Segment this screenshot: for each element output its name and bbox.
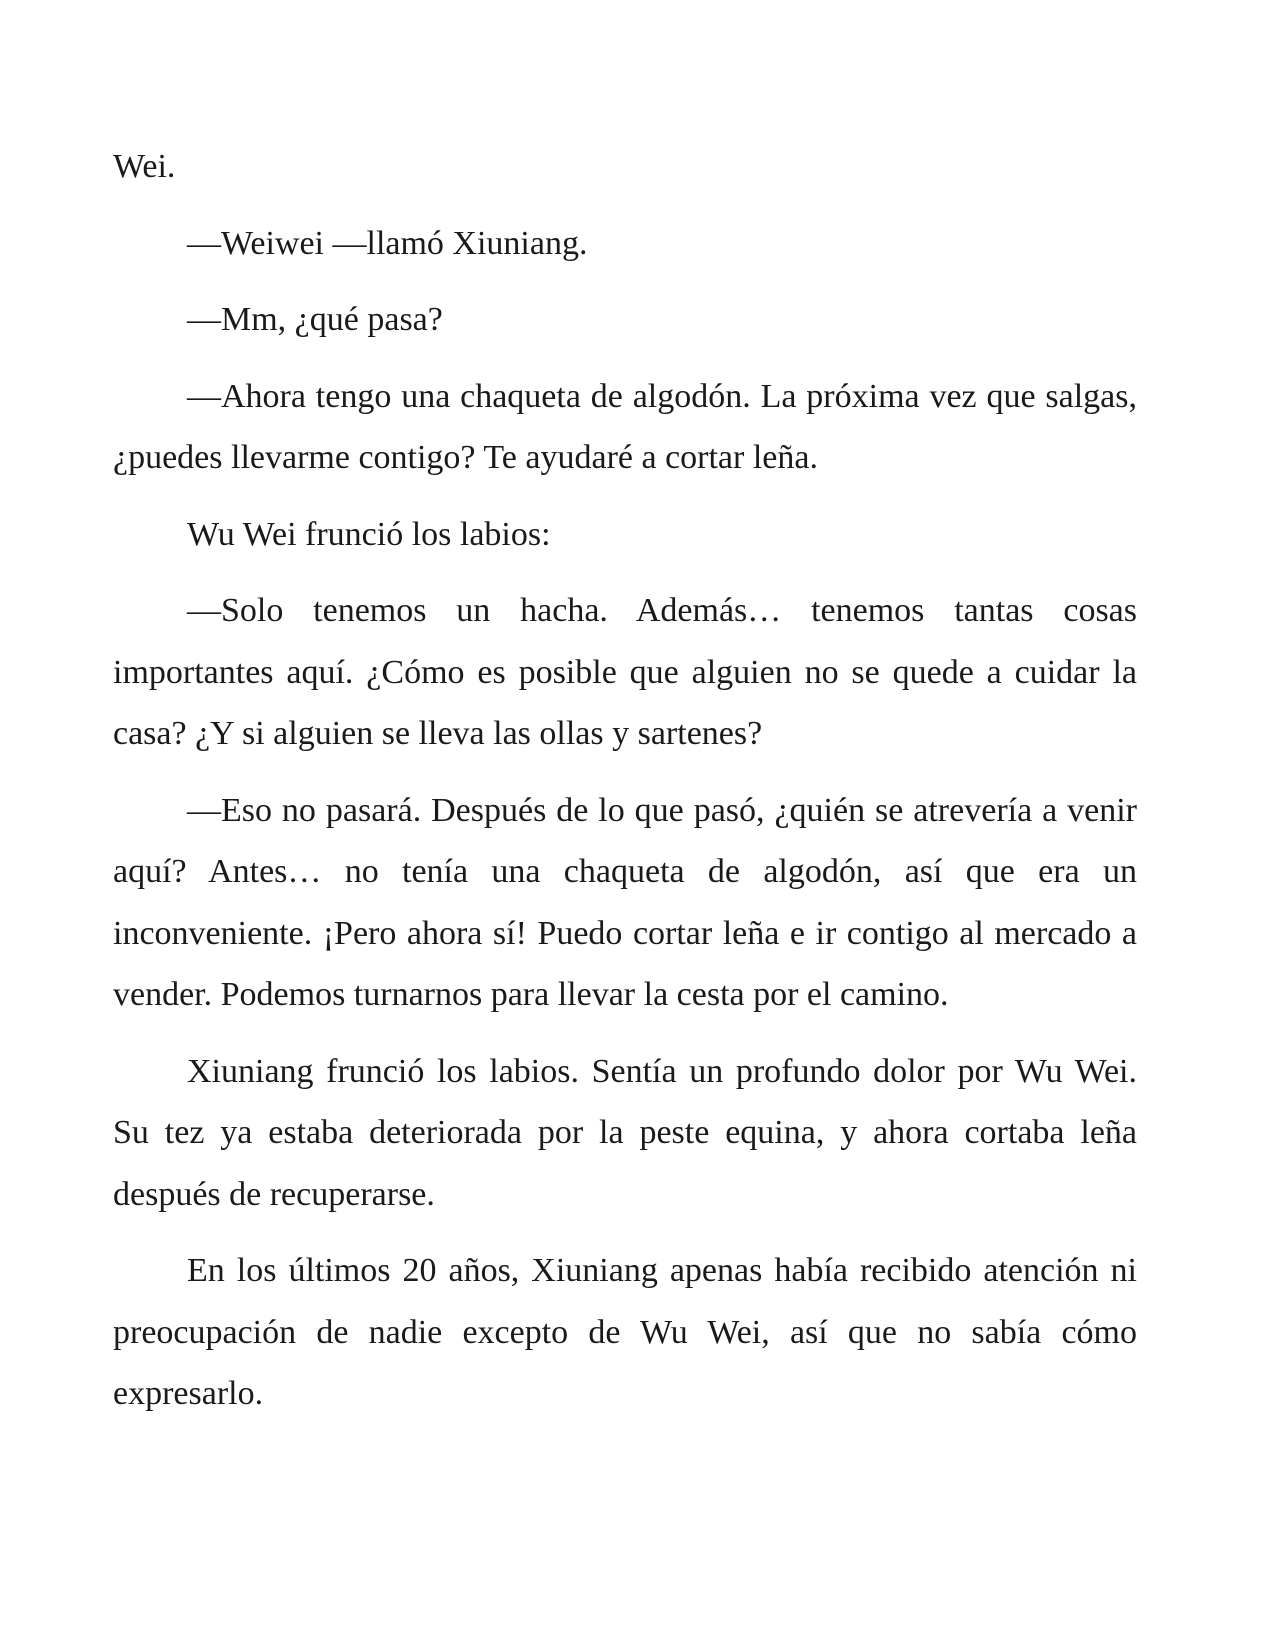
paragraph-dialogue: —Mm, ¿qué pasa? — [187, 301, 443, 338]
paragraph-continuation: Wei. — [113, 148, 176, 185]
paragraph-dialogue: —Ahora tengo una chaqueta de algodón. La próxima vez que salgas, ¿puedes llevarme contigo? Te ayudaré a cortar leña. — [113, 377, 1137, 476]
body-text — [113, 136, 1137, 1440]
paragraph-dialogue: —Solo tenemos un hacha. Además… tenemos tantas cosas importantes aquí. ¿Cómo es posible que alguien no se quede a cuidar la casa? ¿Y si alguien se lleva las ollas y sartenes? — [113, 592, 1137, 752]
paragraph-dialogue: —Weiwei —llamó Xiuniang. — [187, 224, 588, 262]
paragraph-narration: En los últimos 20 años, Xiuniang apenas había recibido atención ni preocupación de nadie excepto de Wu Wei, así que no sabía cómo expresarlo. — [113, 1252, 1137, 1412]
paragraph-narration: Wu Wei frunció los labios: — [187, 515, 551, 553]
paragraph-narration: Xiuniang frunció los labios. Sentía un profundo dolor por Wu Wei. Su tez ya estaba deteriorada por la peste equina, y ahora cortaba leña después de recuperarse. — [113, 1052, 1137, 1213]
paragraph-dialogue: —Eso no pasará. Después de lo que pasó, ¿quién se atrevería a venir aquí? Antes… no tenía una chaqueta de algodón, así que era un inconveniente. ¡Pero ahora sí! Puedo cortar leña e ir contigo al mercado a vender. Podemos turnarnos para llevar la cesta por el camino. — [113, 791, 1137, 1013]
